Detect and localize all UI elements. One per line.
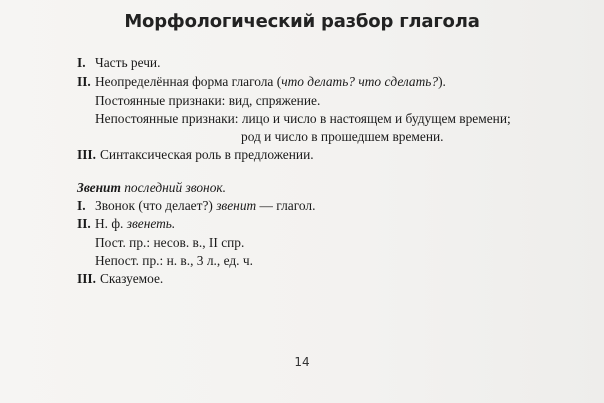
scheme-variable-features-2: род и число в прошедшем времени. <box>241 129 444 144</box>
example-item-2 <box>77 216 175 232</box>
scheme-item-2-questions: что делать? что сделать? <box>281 74 439 89</box>
scheme-item-3-number: III. <box>77 147 96 162</box>
example-variable-features: Непост. пр.: н. в., 3 л., ед. ч. <box>95 253 253 268</box>
example-constant-features: Пост. пр.: несов. в., II спр. <box>95 235 245 250</box>
example-sentence-rest: последний звонок. <box>120 180 226 195</box>
scheme-item-1 <box>77 55 160 71</box>
scheme-item-1-text: Часть речи. <box>95 55 161 70</box>
example-item-1 <box>77 198 315 214</box>
scheme-item-3 <box>77 147 314 163</box>
example-sentence <box>77 180 226 196</box>
example-item-1-text: Звонок (что делает?) <box>95 198 217 213</box>
example-item-3-number: III. <box>77 271 96 286</box>
page-number: 14 <box>294 355 310 369</box>
scheme-constant-features: Постоянные признаки: вид, спряжение. <box>95 93 321 108</box>
example-item-3-text: Сказуемое. <box>100 271 164 286</box>
example-item-2-text: Н. ф. <box>95 216 127 231</box>
example-item-2-infinitive: звенеть. <box>126 216 176 231</box>
example-item-1-tail: — глагол. <box>256 198 316 213</box>
example-item-3 <box>77 271 163 287</box>
example-sentence-verb: Звенит <box>77 180 121 195</box>
scheme-variable-features-1: Непостоянные признаки: лицо и число в настоящем и будущем времени; <box>95 111 511 126</box>
example-item-1-verb: звенит <box>216 198 257 213</box>
scheme-item-3-text: Синтаксическая роль в предложении. <box>100 147 314 162</box>
page-title: Морфологический разбор глагола <box>124 11 480 32</box>
example-item-2-number: II. <box>77 216 91 231</box>
scheme-item-2-tail: ). <box>438 74 446 89</box>
scheme-item-2-number: II. <box>77 74 91 89</box>
scheme-item-2-text: Неопределённая форма глагола ( <box>95 74 282 89</box>
scheme-item-1-number: I. <box>77 55 86 70</box>
example-item-1-number: I. <box>77 198 86 213</box>
scheme-item-2 <box>77 74 446 90</box>
